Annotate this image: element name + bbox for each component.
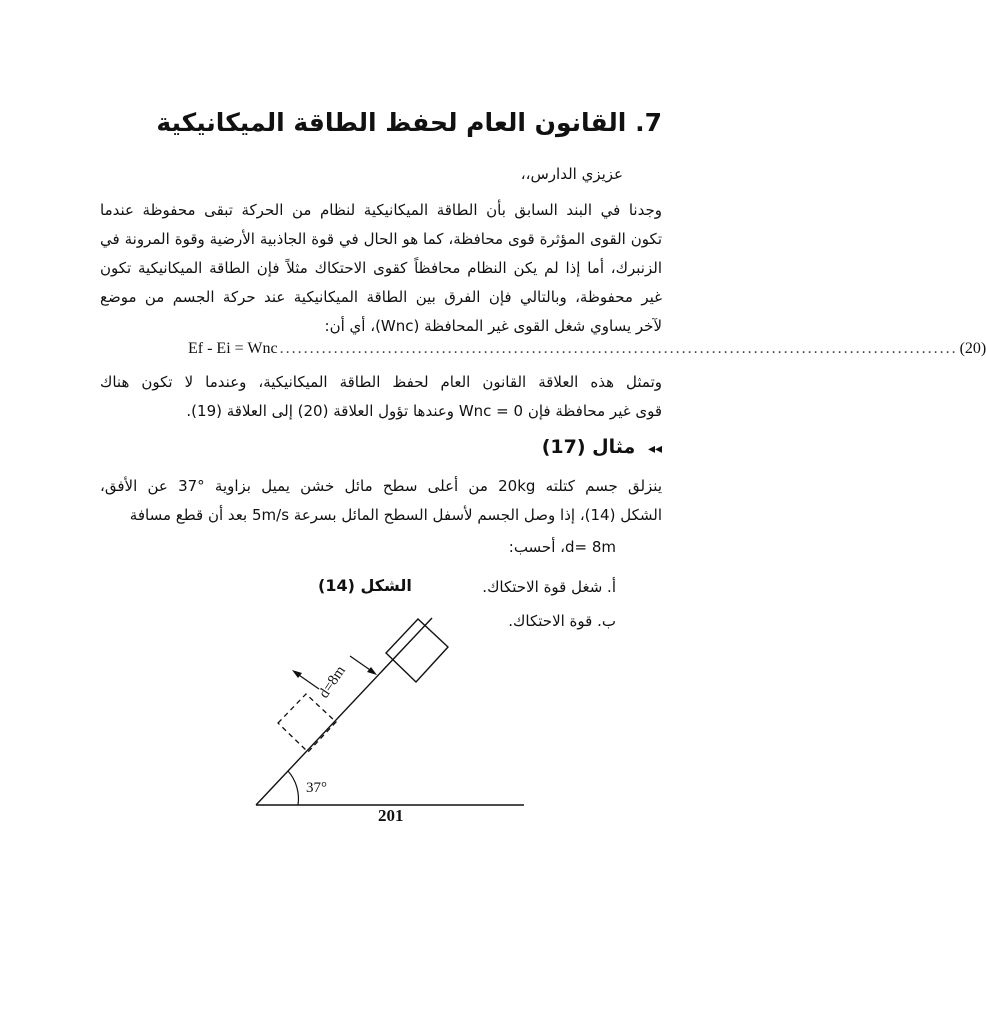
- distance-label: d=8m: [316, 663, 349, 702]
- block-top: [386, 619, 448, 682]
- example-title: مثال (17): [541, 436, 636, 458]
- paragraph-line: وتمثل هذه العلاقة القانون العام لحفظ الطاقة الميكانيكية، وعندما لا تكون هناك: [100, 373, 662, 391]
- angle-label: 37°: [306, 780, 327, 796]
- angle-arc: [288, 771, 298, 805]
- paragraph-line: تكون القوى المؤثرة قوى محافظة، كما هو الحال في قوة الجاذبية الأرضية وقوة المرونة في: [100, 230, 662, 248]
- paragraph-conservation-intro: [100, 196, 662, 341]
- section-title: 7. القانون العام لحفظ الطاقة الميكانيكية: [156, 108, 662, 137]
- problem-statement: [100, 472, 662, 530]
- figure-caption: الشكل (14): [318, 576, 412, 595]
- question-a: أ. شغل قوة الاحتكاك.: [482, 578, 616, 596]
- equation-20: [188, 340, 986, 358]
- paragraph-line: الزنبرك، أما إذا لم يكن النظام محافظاً كقوى الاحتكاك مثلاً فإن الطاقة الميكانيكية تكون: [100, 259, 662, 277]
- greeting-text: عزيزي الدارس،،: [520, 165, 623, 183]
- paragraph-line: لآخر يساوي شغل القوى غير المحافظة (Wnc)، أي أن:: [324, 317, 662, 335]
- given-distance: d= 8m، أحسب:: [508, 538, 616, 556]
- example-heading: [542, 436, 662, 458]
- paragraph-line: وجدنا في البند السابق بأن الطاقة الميكانيكية لنظام من الحركة تبقى محفوظة عندما: [100, 201, 662, 219]
- equation-text: Ef - Ei = Wnc: [188, 340, 278, 357]
- block-bottom-dashed: [278, 694, 336, 752]
- paragraph-line: غير محفوظة، وبالتالي فإن الفرق بين الطاقة الميكانيكية عند حركة الجسم من موضع: [100, 288, 662, 306]
- paragraph-line: قوى غير محافظة فإن Wnc = 0 وعندها تؤول العلاقة (20) إلى العلاقة (19).: [186, 402, 662, 420]
- question-b: ب. قوة الاحتكاك.: [508, 612, 616, 630]
- equation-number: (20): [959, 340, 986, 357]
- problem-line: الشكل (14)، إذا وصل الجسم لأسفل السطح المائل بسرعة 5m/s بعد أن قطع مسافة: [129, 506, 662, 524]
- problem-line: ينزلق جسم كتلته 20kg من أعلى سطح مائل خشن يميل بزاوية °37 عن الأفق،: [100, 477, 663, 495]
- paragraph-general-law: [100, 368, 662, 426]
- double-arrow-icon: ◂◂: [647, 441, 662, 457]
- incline-line: [256, 618, 432, 805]
- page-number: 201: [378, 806, 404, 825]
- equation-leader-dots: .................................................................................................................: [279, 340, 958, 357]
- inclined-plane-figure: [230, 600, 540, 820]
